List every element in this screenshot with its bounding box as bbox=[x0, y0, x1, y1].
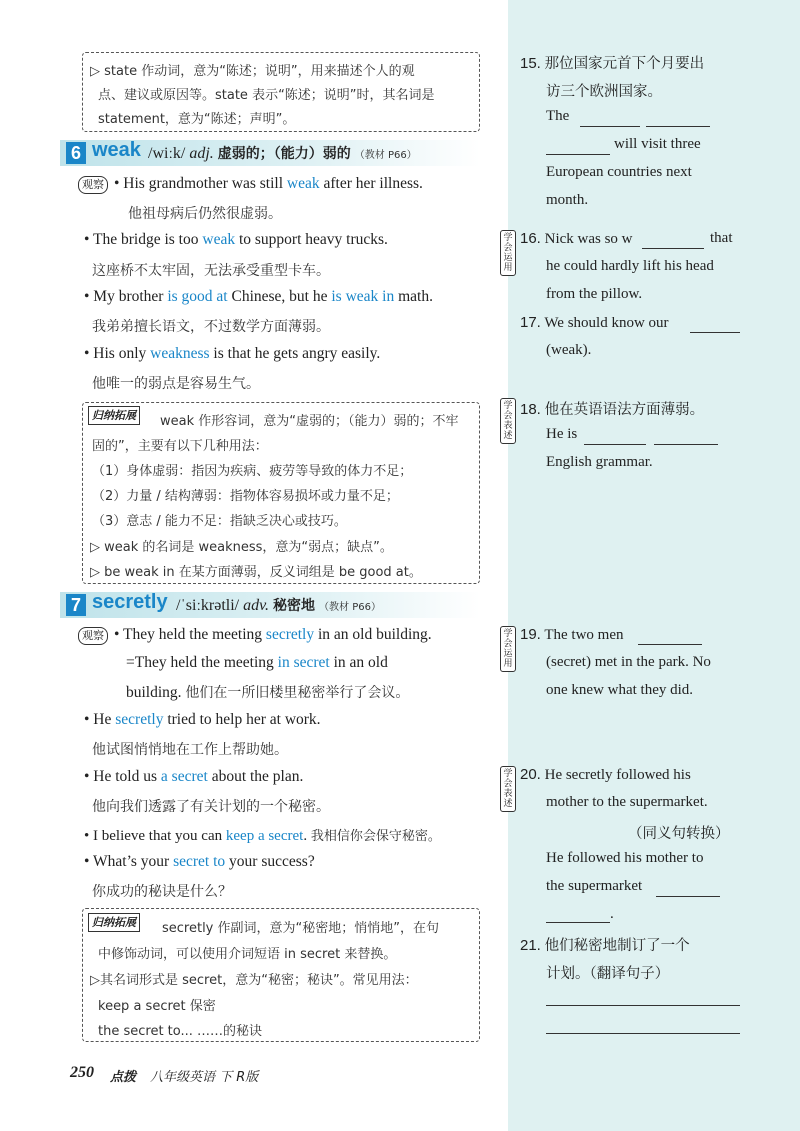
highlight: is weak in bbox=[331, 288, 395, 305]
text: . bbox=[303, 828, 311, 844]
text: about the plan. bbox=[207, 768, 304, 785]
text: • My brother bbox=[84, 288, 168, 305]
text: is that he gets angry easily. bbox=[209, 345, 381, 362]
entry-number: 6 bbox=[66, 142, 86, 164]
question-19 bbox=[520, 626, 624, 644]
brand-logo: 点拨 bbox=[110, 1070, 137, 1085]
answer-line[interactable] bbox=[546, 1032, 740, 1034]
question-text: 他们秘密地制订了一个 bbox=[544, 938, 690, 954]
example-sentence bbox=[84, 711, 321, 729]
highlight: in secret bbox=[277, 654, 330, 671]
summary-tag: 归纳拓展 bbox=[88, 406, 140, 425]
text: in an old bbox=[329, 654, 388, 671]
question-text: 那位国家元首下个月要出 bbox=[544, 56, 705, 72]
question-instruction: （同义句转换） bbox=[628, 826, 730, 842]
example-translation: 这座桥不太牢固，无法承受重型卡车。 bbox=[92, 263, 330, 279]
highlight: secretly bbox=[115, 711, 164, 728]
textbook-ref: （教材 P66） bbox=[354, 150, 417, 161]
phonetic: /wiːk/ bbox=[148, 145, 186, 162]
example-translation: 他向我们透露了有关计划的一个秘密。 bbox=[92, 799, 330, 815]
question-text: that bbox=[710, 230, 733, 246]
question-text: 他在英语语法方面薄弱。 bbox=[544, 402, 705, 418]
question-16 bbox=[520, 230, 633, 248]
text: • I believe that you can bbox=[84, 828, 226, 844]
highlight: is good at bbox=[167, 288, 228, 305]
example-sentence bbox=[114, 626, 432, 644]
note-line: weak 作形容词，意为“虚弱的；（能力）弱的；不牢 bbox=[160, 414, 459, 429]
headword: weak bbox=[92, 139, 141, 161]
highlight: keep a secret bbox=[225, 828, 304, 844]
entry-number: 7 bbox=[66, 594, 86, 616]
question-text: one knew what they did. bbox=[546, 682, 694, 698]
question-text: English grammar. bbox=[546, 454, 653, 470]
question-text: European countries next bbox=[546, 164, 692, 180]
question-text: from the pillow. bbox=[546, 286, 643, 302]
learn-to-express-tag: 学会表述 bbox=[500, 398, 516, 444]
question-text: he could hardly lift his head bbox=[546, 258, 714, 274]
note-line: （1）身体虚弱：指因为疾病、疲劳等导致的体力不足； bbox=[92, 464, 413, 479]
part-of-speech: adj. bbox=[189, 145, 214, 162]
text: after her illness. bbox=[319, 175, 423, 192]
question-text: 访三个欧洲国家。 bbox=[546, 84, 662, 100]
learn-to-use-tag: 学会运用 bbox=[500, 626, 516, 672]
example-translation: 他们在一所旧楼里秘密举行了会议。 bbox=[185, 685, 410, 701]
question-18 bbox=[520, 398, 704, 419]
question-text: mother to the supermarket. bbox=[546, 794, 708, 810]
question-text: We should know our bbox=[544, 315, 669, 331]
example-translation: 他试图悄悄地在工作上帮助她。 bbox=[92, 742, 288, 758]
summary-tag: 归纳拓展 bbox=[88, 913, 140, 932]
highlight: weak bbox=[286, 175, 320, 192]
text: building. bbox=[126, 684, 186, 701]
text: • He told us bbox=[84, 768, 161, 785]
text: • They held the meeting bbox=[114, 626, 266, 643]
learn-to-use-tag: 学会运用 bbox=[500, 230, 516, 276]
top-note-line: statement，意为“陈述；声明”。 bbox=[98, 112, 296, 127]
question-instruction: 计划。（翻译句子） bbox=[546, 966, 670, 982]
observe-tag: 观察 bbox=[78, 176, 108, 194]
page-number: 250 bbox=[70, 1064, 94, 1081]
text: tried to help her at work. bbox=[163, 711, 321, 728]
top-note-line: 点、建议或原因等。state 表示“陈述；说明”时，其名词是 bbox=[98, 88, 435, 103]
question-text: the supermarket bbox=[546, 878, 643, 894]
answer-blank[interactable] bbox=[654, 443, 718, 445]
text: • His grandmother was still bbox=[114, 175, 287, 192]
example-sentence bbox=[126, 682, 409, 702]
note-line: ▷其名词形式是 secret，意为“秘密；秘诀”。常见用法： bbox=[90, 973, 418, 988]
highlight: secretly bbox=[265, 626, 315, 643]
question-21 bbox=[520, 934, 690, 955]
example-translation: 我相信你会保守秘密。 bbox=[310, 829, 441, 844]
note-line: 固的”，主要有以下几种用法： bbox=[92, 439, 268, 454]
question-text: Nick was so w bbox=[544, 231, 633, 247]
text: • His only bbox=[84, 345, 151, 362]
example-translation: 他祖母病后仍然很虚弱。 bbox=[128, 206, 282, 222]
example-sentence bbox=[84, 768, 303, 786]
answer-blank[interactable] bbox=[638, 643, 702, 645]
question-number: 17. bbox=[520, 314, 541, 331]
text: math. bbox=[394, 288, 433, 305]
text: to support heavy trucks. bbox=[235, 231, 388, 248]
example-sentence bbox=[84, 231, 388, 249]
answer-blank[interactable] bbox=[690, 331, 740, 333]
note-line: keep a secret 保密 bbox=[98, 999, 216, 1014]
note-line: ▷ weak 的名词是 weakness，意为“弱点；缺点”。 bbox=[90, 540, 393, 555]
book-title: 八年级英语 下 R版 bbox=[150, 1070, 259, 1085]
highlight: a secret bbox=[160, 768, 208, 785]
text: • The bridge is too bbox=[84, 231, 203, 248]
answer-blank[interactable] bbox=[584, 443, 646, 445]
text: in an old building. bbox=[314, 626, 432, 643]
question-text: month. bbox=[546, 192, 589, 208]
example-sentence bbox=[114, 175, 423, 193]
question-number: 19. bbox=[520, 626, 541, 643]
example-translation: 你成功的秘诀是什么？ bbox=[92, 884, 232, 900]
question-20 bbox=[520, 766, 691, 784]
highlight: weakness bbox=[150, 345, 210, 362]
question-text: He is bbox=[546, 426, 578, 442]
answer-blank[interactable] bbox=[642, 247, 704, 249]
answer-blank[interactable] bbox=[656, 895, 720, 897]
example-sentence bbox=[84, 825, 441, 845]
question-text: (secret) met in the park. No bbox=[546, 654, 711, 670]
note-line: ▷ be weak in 在某方面薄弱，反义词组是 be good at。 bbox=[90, 565, 422, 580]
phonetic: /ˈsiːkrətli/ bbox=[176, 597, 240, 614]
meaning: 秘密地 bbox=[273, 598, 316, 614]
example-sentence bbox=[126, 654, 388, 672]
example-translation: 他唯一的弱点是容易生气。 bbox=[92, 376, 260, 392]
entry-heading-line bbox=[148, 143, 417, 163]
note-line: （2）力量 / 结构薄弱：指物体容易损坏或力量不足； bbox=[92, 489, 399, 504]
headword: secretly bbox=[92, 591, 168, 613]
answer-blank[interactable] bbox=[646, 125, 710, 127]
text: Chinese, but he bbox=[227, 288, 332, 305]
note-line: the secret to... ……的秘诀 bbox=[98, 1024, 263, 1039]
question-text: The bbox=[546, 108, 570, 124]
entry-heading-line bbox=[176, 595, 381, 615]
text: =They held the meeting bbox=[126, 654, 278, 671]
answer-line[interactable] bbox=[546, 1004, 740, 1006]
answer-blank[interactable] bbox=[580, 125, 640, 127]
example-sentence bbox=[84, 853, 315, 871]
question-number: 15. bbox=[520, 55, 541, 72]
text: • What’s your bbox=[84, 853, 174, 870]
question-number: 20. bbox=[520, 766, 541, 783]
example-translation: 我弟弟擅长语文，不过数学方面薄弱。 bbox=[92, 319, 330, 335]
question-text: (weak). bbox=[546, 342, 592, 358]
textbook-ref: （教材 P66） bbox=[319, 602, 381, 613]
question-number: 16. bbox=[520, 230, 541, 247]
highlight: weak bbox=[202, 231, 236, 248]
question-17 bbox=[520, 314, 669, 332]
question-number: 21. bbox=[520, 937, 541, 954]
question-15 bbox=[520, 52, 704, 73]
question-number: 18. bbox=[520, 401, 541, 418]
note-line: 中修饰动词，可以使用介词短语 in secret 来替换。 bbox=[98, 947, 397, 962]
part-of-speech: adv. bbox=[243, 597, 270, 614]
example-sentence bbox=[84, 345, 380, 363]
question-text: He followed his mother to bbox=[546, 850, 704, 866]
text: • He bbox=[84, 711, 116, 728]
question-text: He secretly followed his bbox=[544, 767, 691, 783]
highlight: secret to bbox=[173, 853, 226, 870]
note-line: （3）意志 / 能力不足：指缺乏决心或技巧。 bbox=[92, 514, 347, 529]
answer-blank[interactable] bbox=[546, 921, 610, 923]
meaning: 虚弱的；（能力）弱的 bbox=[217, 146, 351, 162]
observe-tag: 观察 bbox=[78, 627, 108, 645]
question-text: will visit three bbox=[614, 136, 701, 152]
example-sentence bbox=[84, 288, 433, 306]
answer-blank[interactable] bbox=[546, 153, 610, 155]
question-text: The two men bbox=[544, 627, 624, 643]
question-text: . bbox=[610, 906, 614, 922]
top-note-line: ▷ state 作动词，意为“陈述；说明”，用来描述个人的观 bbox=[90, 64, 415, 79]
note-line: secretly 作副词，意为“秘密地；悄悄地”，在句 bbox=[162, 921, 439, 936]
text: your success? bbox=[225, 853, 315, 870]
learn-to-express-tag: 学会表述 bbox=[500, 766, 516, 812]
